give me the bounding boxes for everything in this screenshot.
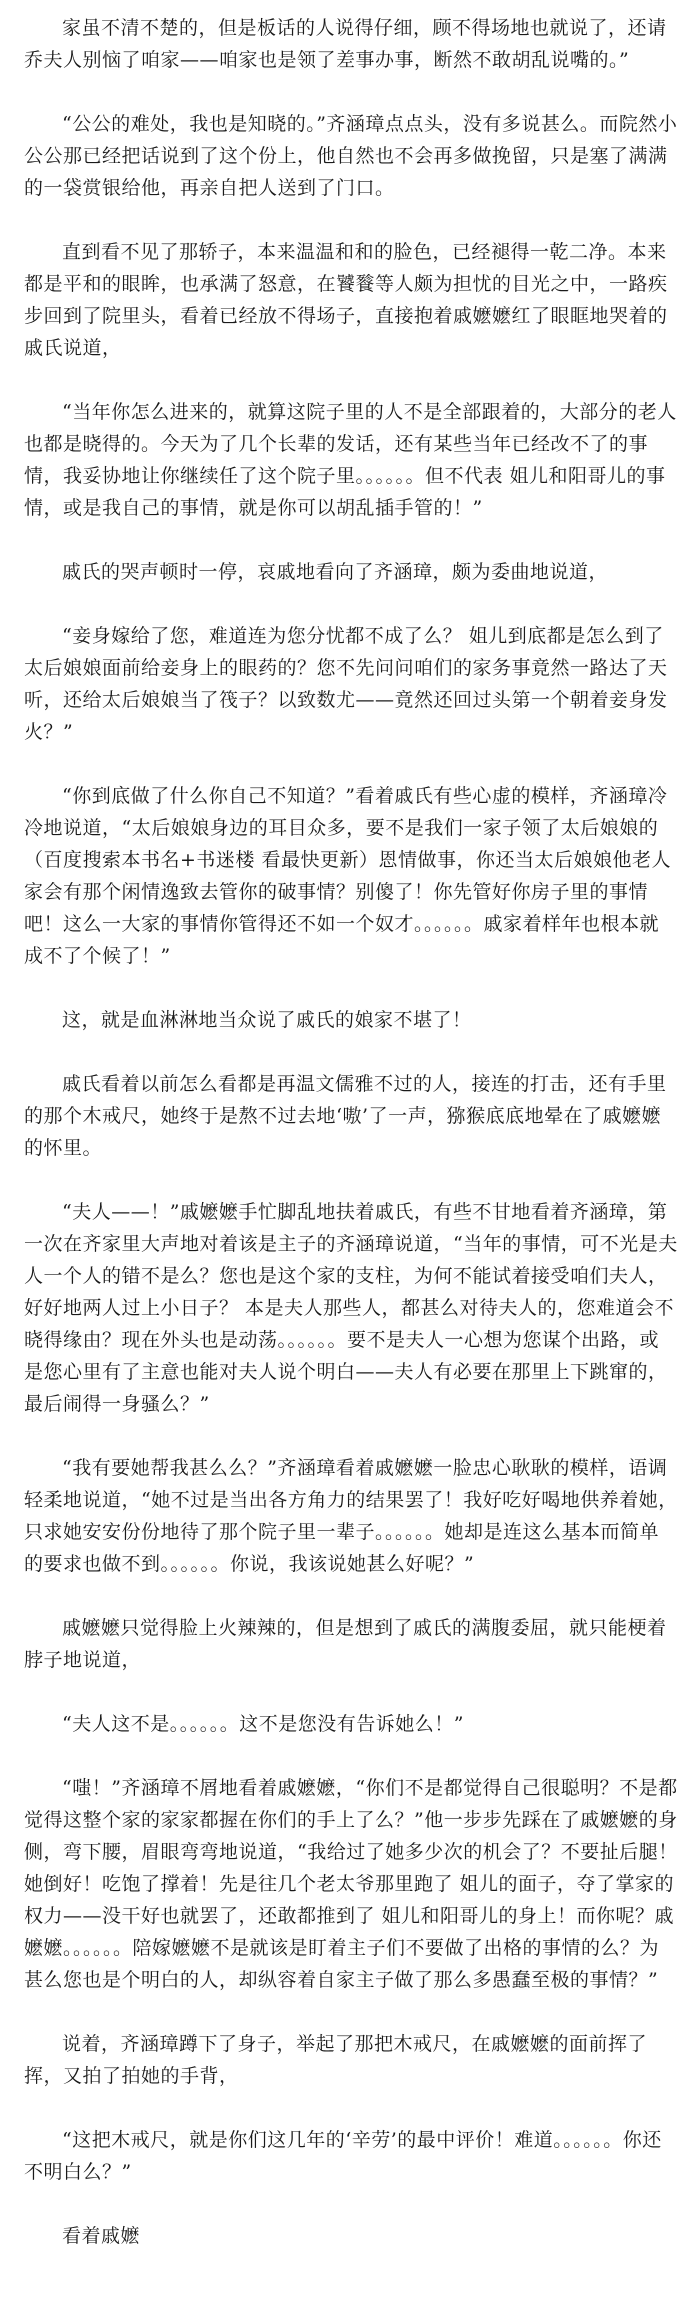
paragraph-gap [24, 364, 678, 396]
paragraph-gap [24, 524, 678, 556]
paragraph-gap [24, 76, 678, 108]
paragraph: “当年你怎么进来的，就算这院子里的人不是全部跟着的，大部分的老人也都是晓得的。今天为了几个长辈的发话，还有某些当年已经改不了的事情，我妥协地让你继续任了这个院子里。。。。。。但不代表 姐儿和阳哥儿的事情，或是我自己的事情，就是你可以胡乱插手管的！” [24, 401, 677, 519]
paragraph: 这，就是血淋淋地当众说了戚氏的娘家不堪了！ [62, 1009, 472, 1031]
paragraph-gap [24, 748, 678, 780]
paragraph: “夫人这不是。。。。。。这不是您没有告诉她么！” [62, 1713, 464, 1735]
paragraph: 直到看不见了那轿子，本来温温和和的脸色，已经褪得一乾二净。本来都是平和的眼眸，也承满了怒意，在饕餮等人颇为担忧的目光之中，一路疾步回到了院里头，看着已经放不得场子，直接抱着戚嬷嬷红了眼眶地哭着的戚氏说道， [24, 241, 668, 359]
paragraph: 家虽不清不楚的，但是板话的人说得仔细，顾不得场地也就说了，还请乔夫人别恼了咱家——咱家也是领了差事办事，断然不敢胡乱说嘴的。” [24, 17, 667, 71]
paragraph: “夫人——！”戚嬷嬷手忙脚乱地扶着戚氏，有些不甘地看着齐涵璋，第一次在齐家里大声地对着该是主子的齐涵璋说道，“当年的事情，可不光是夫人一个人的错不是么？您也是这个家的支柱，为何不能试着接受咱们夫人，好好地两人过上小日子？ 本是夫人那些人，都甚么对待夫人的，您难道会不晓得缘由？现在外头也是动荡。。。。。。要不是夫人一心想为您谋个出路，或是您心里有了主意也能对夫人说个明白——夫人有必要在那里上下跳窜的，最后闹得一身骚么？” [24, 1201, 678, 1415]
paragraph: “这把木戒尺，就是你们这几年的‘辛劳’的最中评价！难道。。。。。。你还不明白么？” [24, 2129, 662, 2183]
paragraph-gap [24, 204, 678, 236]
paragraph-gap [24, 588, 678, 620]
paragraph-gap [24, 1740, 678, 1772]
paragraph: “妾身嫁给了您，难道连为您分忧都不成了么？ 姐儿到底都是怎么到了太后娘娘面前给妾身上的眼药的？您不先问问咱们的家务事竟然一路达了天听，还给太后娘娘当了筏子？以致数尤——竟然还回过头第一个朝着妾身发火？” [24, 625, 668, 743]
paragraph: 戚嬷嬷只觉得脸上火辣辣的，但是想到了戚氏的满腹委屈，就只能梗着脖子地说道， [24, 1617, 667, 1671]
paragraph: 看着戚嬷 [62, 2225, 141, 2247]
paragraph: 戚氏的哭声顿时一停，哀戚地看向了齐涵璋，颇为委曲地说道， [62, 561, 609, 583]
paragraph-gap [24, 1036, 678, 1068]
paragraph: “我有要她帮我甚么么？”齐涵璋看着戚嬷嬷一脸忠心耿耿的模样，语调轻柔地说道，“她不过是当出各方角力的结果罢了！我好吃好喝地供养着她，只求她安安份份地待了那个院子里一辈子。。。。。。她却是连这么基本而简单的要求也做不到。。。。。。你说，我该说她甚么好呢？” [24, 1457, 678, 1575]
paragraph: 戚氏看着以前怎么看都是再温文儒雅不过的人，接连的打击，还有手里的那个木戒尺，她终于是熬不过去地‘嗷’了一声，猕猴底底地晕在了戚嬷嬷的怀里。 [24, 1073, 667, 1159]
paragraph: “嗤！”齐涵璋不屑地看着戚嬷嬷，“你们不是都觉得自己很聪明？不是都觉得这整个家的家家都握在你们的手上了么？”他一步步先踩在了戚嬷嬷的身侧，弯下腰，眉眼弯弯地说道，“我给过了她多少次的机会了？不要扯后腿！她倒好！吃饱了撑着！先是往几个老太爷那里跑了 姐儿的面子，夺了掌家的权力——没干好也就罢了，还敢都推到了 姐儿和阳哥儿的身上！而你呢？戚嬷嬷。。。。。。陪嫁嬷嬷不是就该是盯着主子们不要做了出格的事情的么？为甚么您也是个明白的人，却纵容着自家主子做了那么多愚蠢至极的事情？” [24, 1777, 678, 1991]
paragraph-gap [24, 2092, 678, 2124]
paragraph-gap [24, 1420, 678, 1452]
paragraph: “公公的难处，我也是知晓的。”齐涵璋点点头，没有多说甚么。而院然小公公那已经把话说到了这个份上，他自然也不会再多做挽留，只是塞了满满的一袋赏银给他，再亲自把人送到了门口。 [24, 113, 678, 199]
paragraph-gap [24, 2188, 678, 2220]
paragraph: “你到底做了什么你自己不知道？”看着戚氏有些心虚的模样，齐涵璋冷冷地说道，“太后娘娘身边的耳目众多，要不是我们一家子领了太后娘娘的（百度搜索本书名+书迷楼 看最快更新）恩情做事，你还当太后娘娘他老人家会有那个闲情逸致去管你的破事情？别傻了！你先管好你房子里的事情吧！这么一大家的事情你管得还不如一个奴才。。。。。。戚家着样年也根本就成不了个候了！” [24, 785, 671, 967]
paragraph-gap [24, 1164, 678, 1196]
paragraph: 说着，齐涵璋蹲下了身子，举起了那把木戒尺，在戚嬷嬷的面前挥了挥，又拍了拍她的手背， [24, 2033, 648, 2087]
paragraph-gap [24, 972, 678, 1004]
paragraph-gap [24, 1996, 678, 2028]
paragraph-gap [24, 1580, 678, 1612]
paragraph-gap [24, 1676, 678, 1708]
